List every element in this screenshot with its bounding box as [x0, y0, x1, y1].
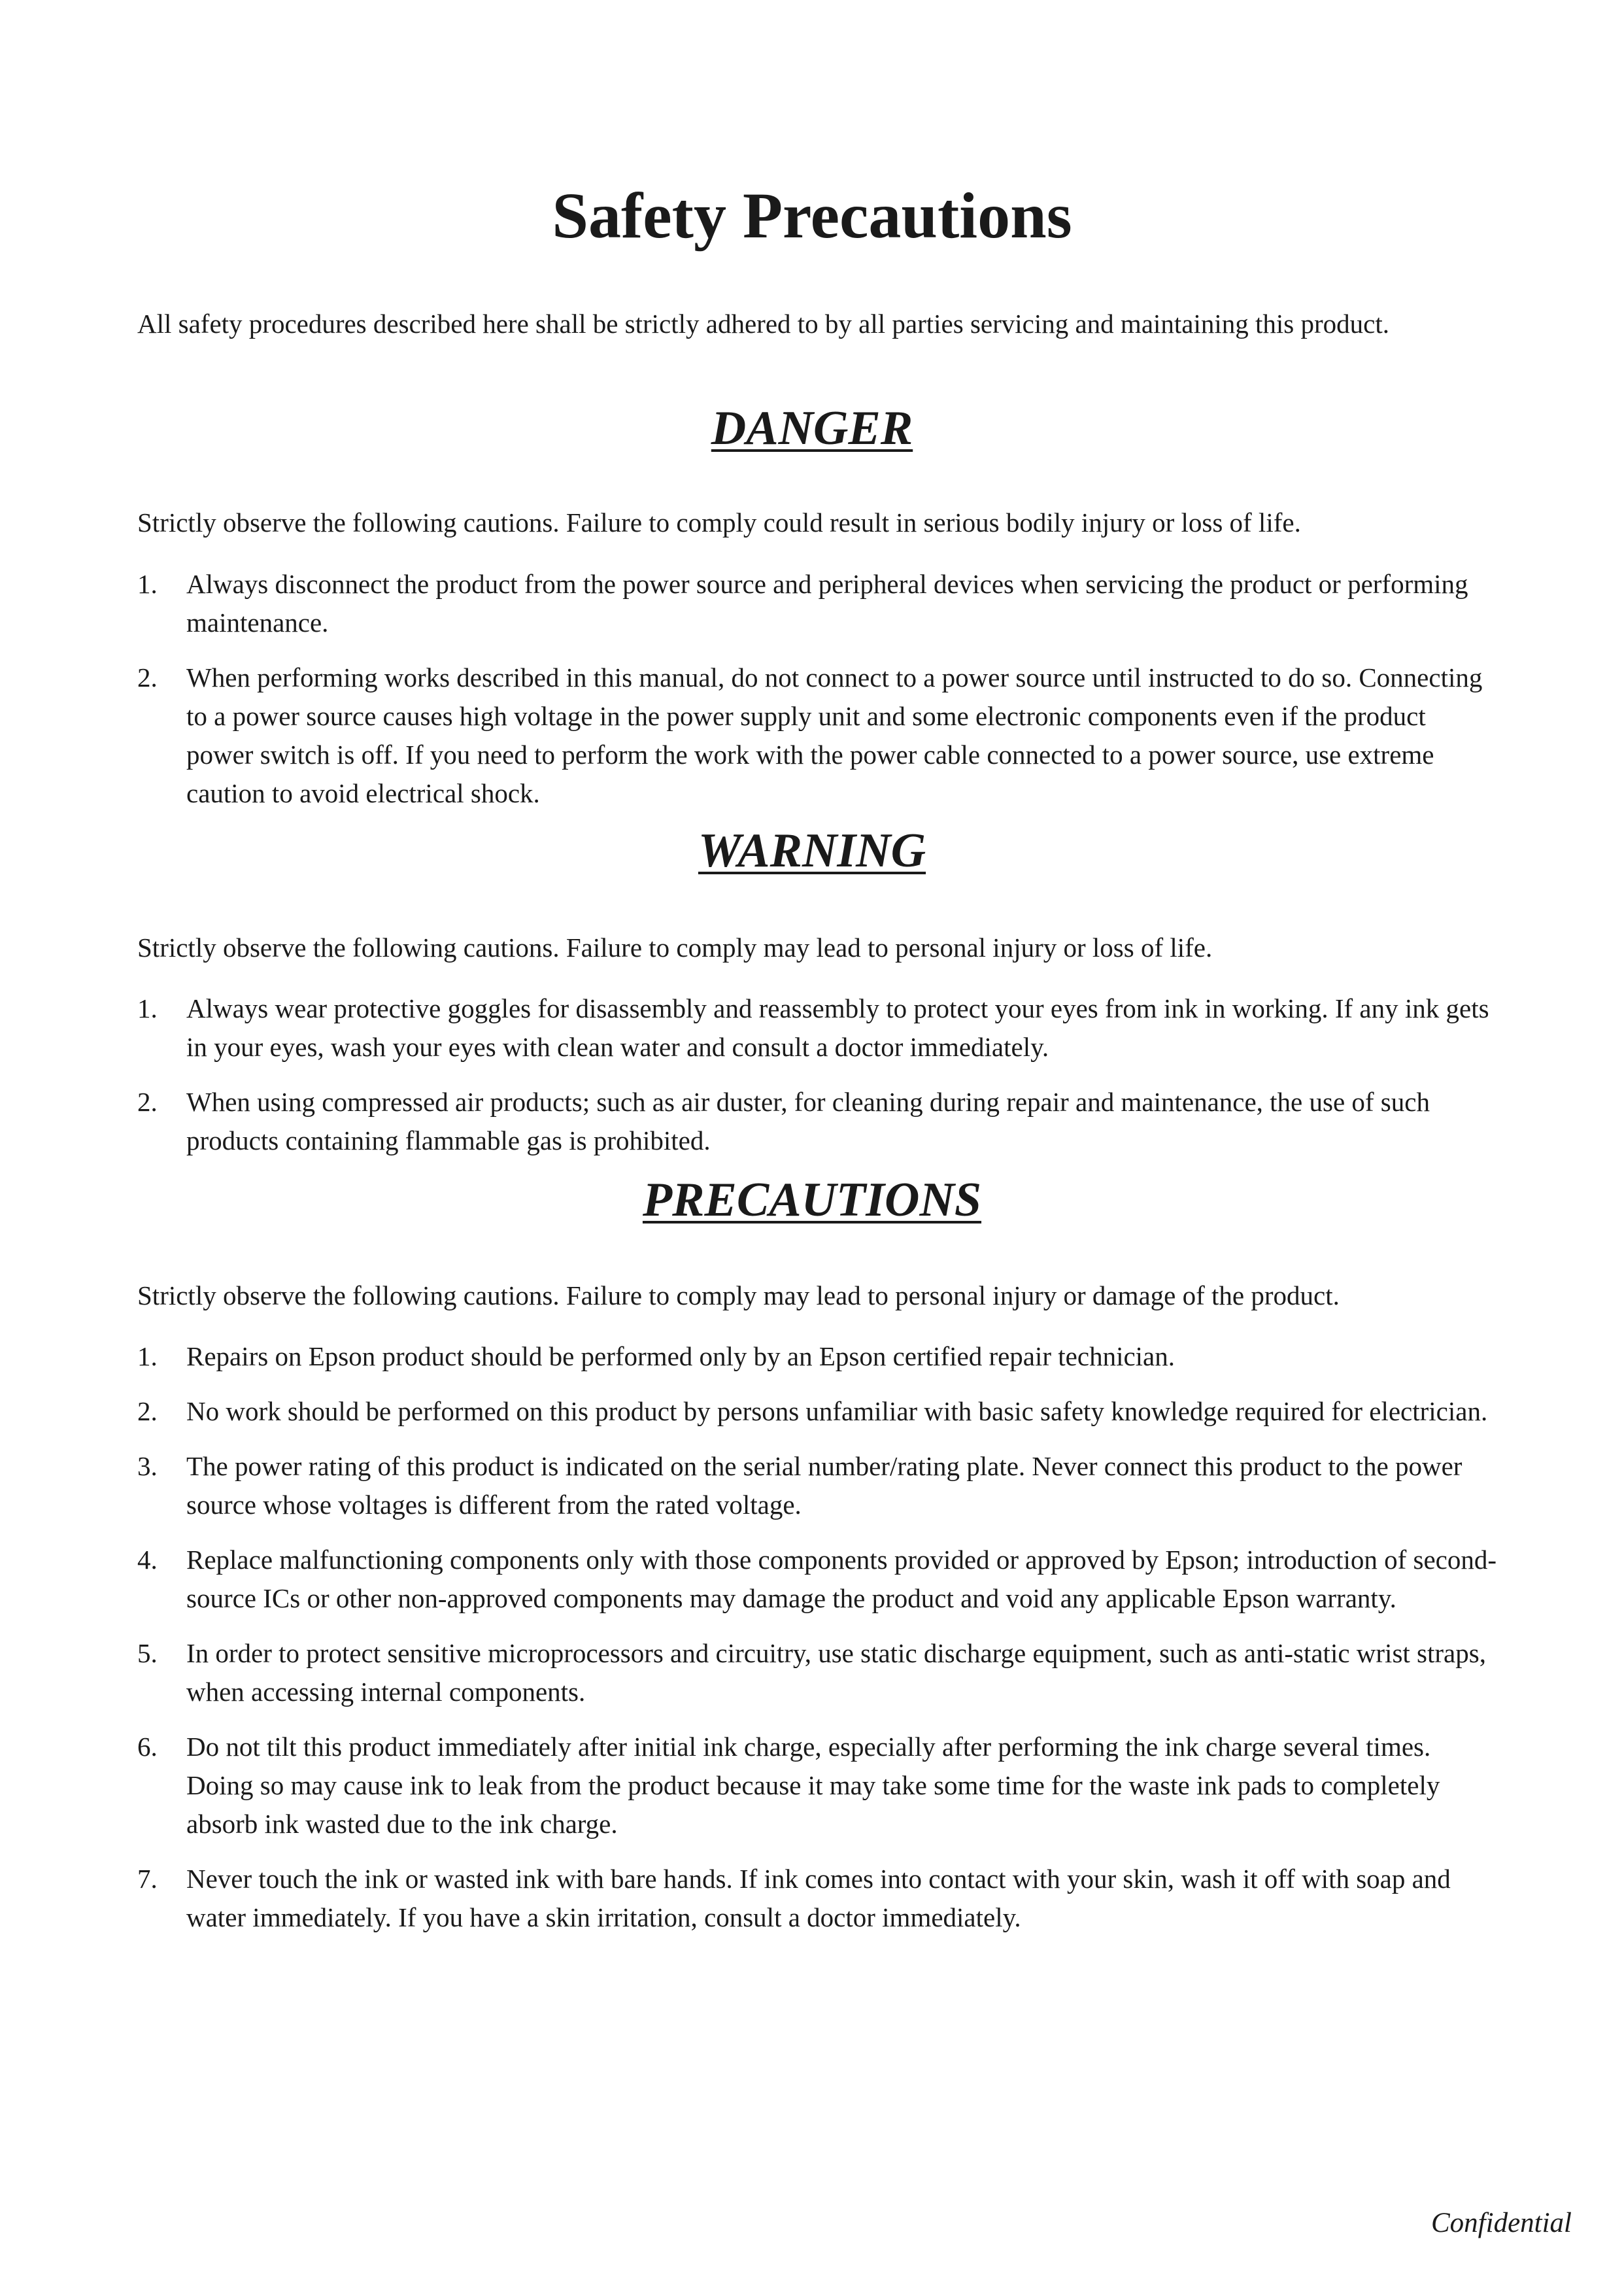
list-item-number: 2. — [137, 1396, 158, 1426]
list-item-number: 6. — [137, 1732, 158, 1762]
list-item — [137, 1728, 1497, 1843]
list-item-text: No work should be performed on this product by persons unfamiliar with basic safety knowledge required for electrician. — [186, 1396, 1488, 1426]
list-item-text: The power rating of this product is indicated on the serial number/rating plate. Never connect this product to the power source whose voltages is different from the rated voltage. — [186, 1451, 1463, 1520]
precautions-heading: PRECAUTIONS — [642, 1173, 982, 1227]
list-item — [137, 1392, 1497, 1431]
warning-lead: Strictly observe the following cautions. Failure to comply may lead to personal injury or loss of life. — [137, 932, 1213, 963]
list-item-text: Do not tilt this product immediately after initial ink charge, especially after performing the ink charge several times. Doing so may cause ink to leak from the product because it may take some time for the waste ink pads to completely absorb ink wasted due to the ink charge. — [186, 1732, 1440, 1839]
list-item-text: Replace malfunctioning components only with those components provided or approved by Epson; introduction of second-source ICs or other non-approved components may damage the product and void any applicable Epson warranty. — [186, 1545, 1497, 1613]
list-item-number: 3. — [137, 1451, 158, 1481]
list-item-text: In order to protect sensitive microprocessors and circuitry, use static discharge equipment, such as anti-static wrist straps, when accessing internal components. — [186, 1638, 1486, 1707]
warning-list — [137, 989, 1497, 1160]
list-item — [137, 1083, 1497, 1160]
list-item-text: Always wear protective goggles for disassembly and reassembly to protect your eyes from ink in working. If any ink gets in your eyes, wash your eyes with clean water and consult a doctor immediately. — [186, 993, 1489, 1062]
list-item-text: When performing works described in this manual, do not connect to a power source until instructed to do so. Connecting to a power source causes high voltage in the power supply unit and some electronic components even if the product power switch is off. If you need to perform the work with the power cable connected to a power source, use extreme caution to avoid electrical shock. — [186, 662, 1483, 808]
list-item — [137, 1541, 1497, 1618]
intro-paragraph: All safety procedures described here shall be strictly adhered to by all parties servicing and maintaining this product. — [137, 309, 1390, 339]
list-item-number: 1. — [137, 993, 158, 1023]
list-item-number: 4. — [137, 1545, 158, 1575]
list-item-number: 7. — [137, 1864, 158, 1894]
list-item — [137, 1634, 1497, 1711]
list-item-number: 1. — [137, 1341, 158, 1371]
danger-heading: DANGER — [711, 402, 913, 455]
page-title: Safety Precautions — [552, 179, 1072, 252]
warning-heading: WARNING — [698, 824, 926, 878]
precautions-list — [137, 1337, 1497, 1937]
list-item-number: 2. — [137, 1087, 158, 1117]
confidential-footer: Confidential — [1431, 2208, 1572, 2238]
list-item-number: 1. — [137, 569, 158, 599]
list-item — [137, 989, 1497, 1067]
list-item-number: 5. — [137, 1638, 158, 1668]
list-item — [137, 1860, 1497, 1937]
list-item-text: When using compressed air products; such as air duster, for cleaning during repair and maintenance, the use of such products containing flammable gas is prohibited. — [186, 1087, 1430, 1155]
list-item-text: Always disconnect the product from the power source and peripheral devices when servicing the product or performing maintenance. — [186, 569, 1468, 638]
list-item-text: Never touch the ink or wasted ink with bare hands. If ink comes into contact with your skin, wash it off with soap and water immediately. If you have a skin irritation, consult a doctor immediately. — [186, 1864, 1451, 1932]
list-item-text: Repairs on Epson product should be performed only by an Epson certified repair technician. — [186, 1341, 1175, 1371]
list-item — [137, 565, 1497, 642]
danger-lead: Strictly observe the following cautions. Failure to comply could result in serious bodily injury or loss of life. — [137, 507, 1301, 538]
list-item — [137, 1337, 1497, 1376]
list-item — [137, 659, 1497, 813]
list-item-number: 2. — [137, 662, 158, 693]
danger-list — [137, 565, 1497, 813]
precautions-lead: Strictly observe the following cautions. Failure to comply may lead to personal injury or damage of the product. — [137, 1280, 1340, 1310]
list-item — [137, 1447, 1497, 1524]
